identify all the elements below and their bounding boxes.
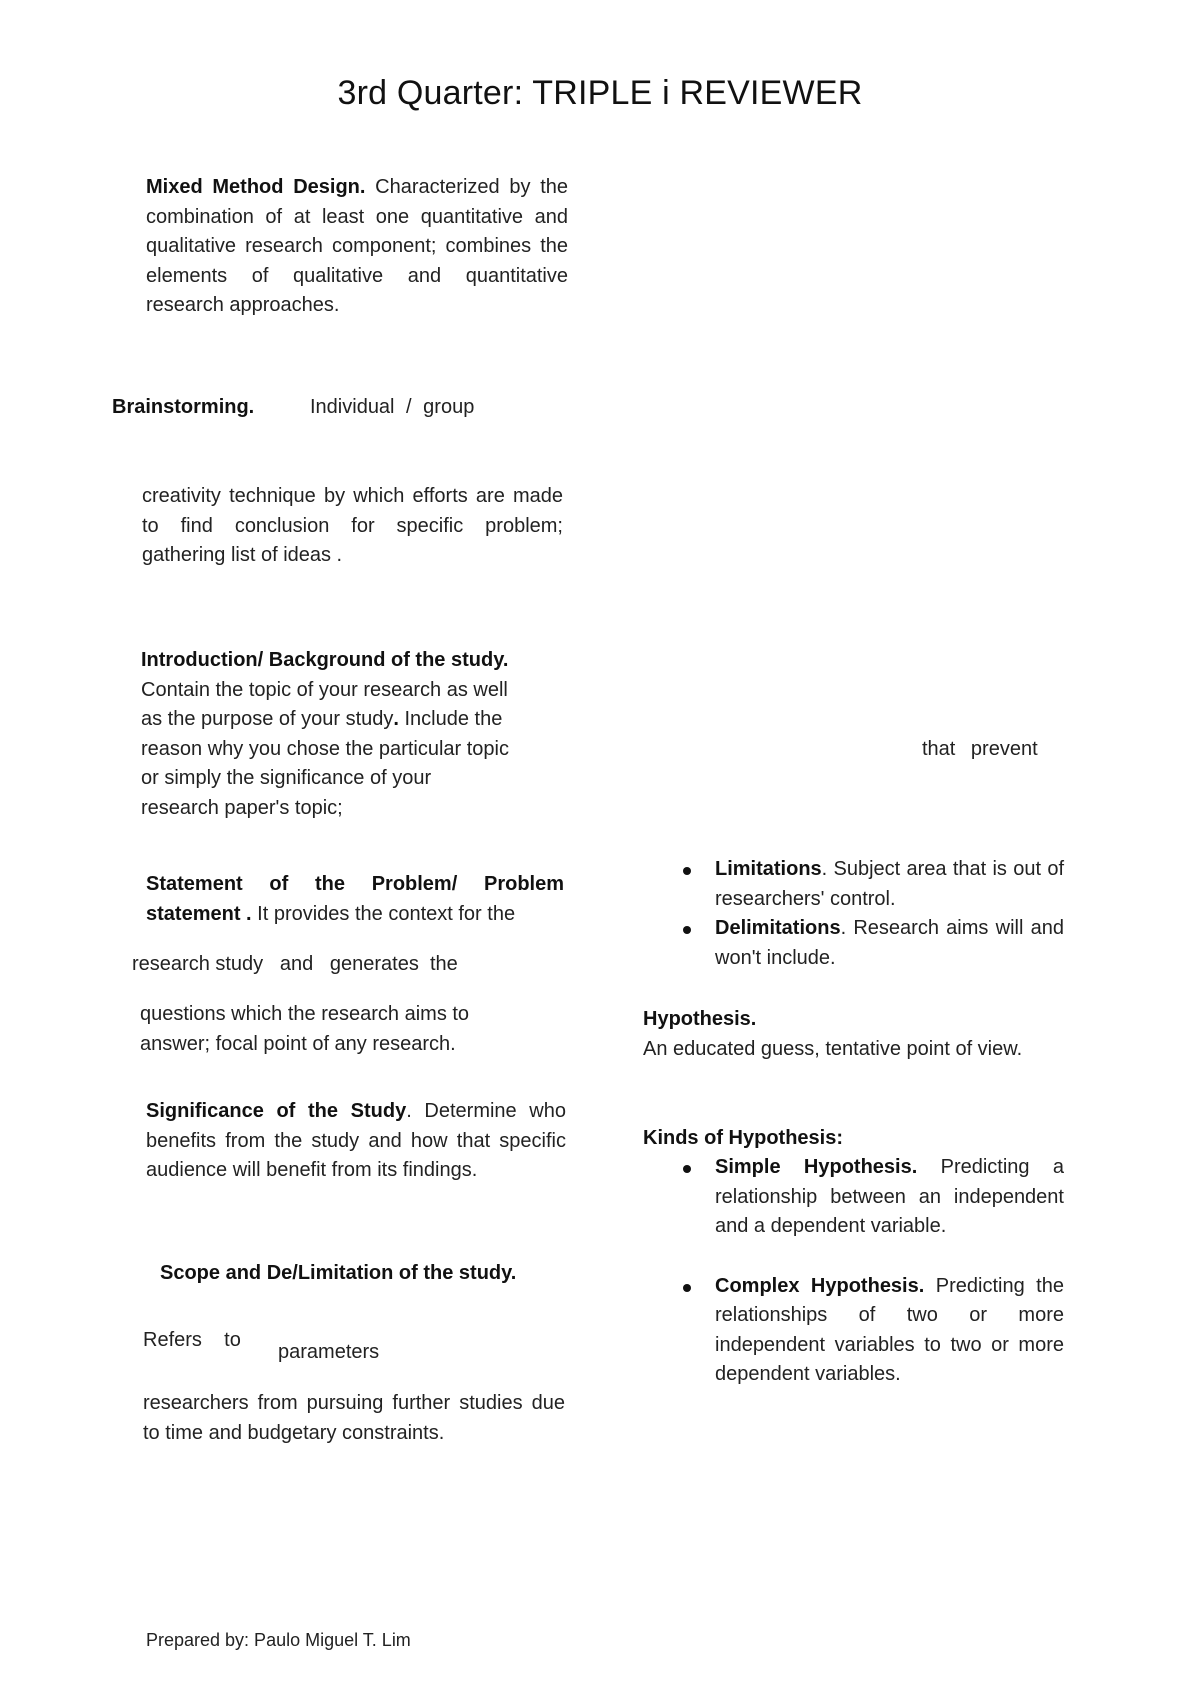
scope-that-prevent: that prevent (922, 738, 1038, 760)
limits-list (643, 855, 1064, 973)
mixed-method-term: Mixed Method Design. (146, 176, 366, 198)
hypothesis-term: Hypothesis. (643, 1008, 757, 1030)
significance-text: . Determine who benefits from the study and how that specific audience will benefit from its findings. (146, 1100, 566, 1181)
statement-text3: questions which the research aims to answer; focal point of any research. (140, 1003, 470, 1055)
scope-refers: Refers to (143, 1329, 241, 1351)
introduction-term: Introduction/ Background of the study. (141, 649, 509, 671)
scope-text: researchers from pursuing further studies due to time and budgetary constraints. (143, 1392, 565, 1444)
introduction-paragraph (141, 646, 581, 823)
introduction-line4: or simply the significance of your (141, 767, 432, 789)
statement-line2 (146, 900, 515, 930)
bullet-icon (683, 1165, 691, 1173)
kinds-list (643, 1153, 1064, 1390)
mixed-method-paragraph (146, 173, 568, 321)
statement-text2: research study and generates the (132, 953, 458, 975)
brainstorming-text1: Individual / group (310, 396, 475, 418)
list-item: Limitations. Subject area that is out of researchers' control. (643, 855, 1064, 914)
introduction-line1: Contain the topic of your research as well (141, 678, 508, 701)
list-item: Simple Hypothesis. Predicting a relationship between an independent and a dependent variable. (643, 1153, 1064, 1242)
scope-term: Scope and De/Limitation of the study. (160, 1262, 517, 1284)
scope-term-wrap (160, 1259, 516, 1289)
brainstorming-text2: creativity technique by which efforts are made to find conclusion for specific problem; gathering list of ideas . (142, 485, 563, 566)
brainstorming-term: Brainstorming. (112, 396, 255, 418)
significance-term: Significance of the Study (146, 1100, 407, 1122)
introduction-line5: research paper's topic; (141, 796, 343, 819)
introduction-line3: reason why you chose the particular topic (141, 737, 509, 760)
statement-text1: It provides the context for the (251, 903, 516, 925)
brainstorming-term-wrap (112, 393, 254, 423)
kinds-heading: Kinds of Hypothesis: (643, 1127, 844, 1149)
introduction-line2: as the purpose of your study. Include the (141, 708, 503, 730)
kinds-heading-wrap (643, 1124, 843, 1154)
bullet-icon (683, 926, 691, 934)
list-item: Complex Hypothesis. Predicting the relationships of two or more independent variables to two or more dependent variables. (643, 1272, 1064, 1390)
mixed-method-text: Characterized by the combination of at least one quantitative and qualitative research component; combines the elements of qualitative and quantitative research approaches. (146, 176, 568, 316)
page-title: 3rd Quarter: TRIPLE i REVIEWER (337, 74, 863, 112)
statement-term2: statement . (146, 903, 252, 925)
bullet-icon (683, 1284, 691, 1292)
scope-parameters: parameters (278, 1341, 380, 1363)
list-item: Delimitations. Research aims will and won't include. (643, 914, 1064, 973)
bullet-icon (683, 867, 691, 875)
footer-credit: Prepared by: Paulo Miguel T. Lim (146, 1630, 411, 1650)
hypothesis-text: An educated guess, tentative point of view. (643, 1037, 1023, 1060)
statement-term1: Statement of the Problem/ Problem (146, 873, 564, 895)
significance-paragraph (146, 1097, 566, 1186)
hypothesis-paragraph (643, 1005, 1064, 1064)
